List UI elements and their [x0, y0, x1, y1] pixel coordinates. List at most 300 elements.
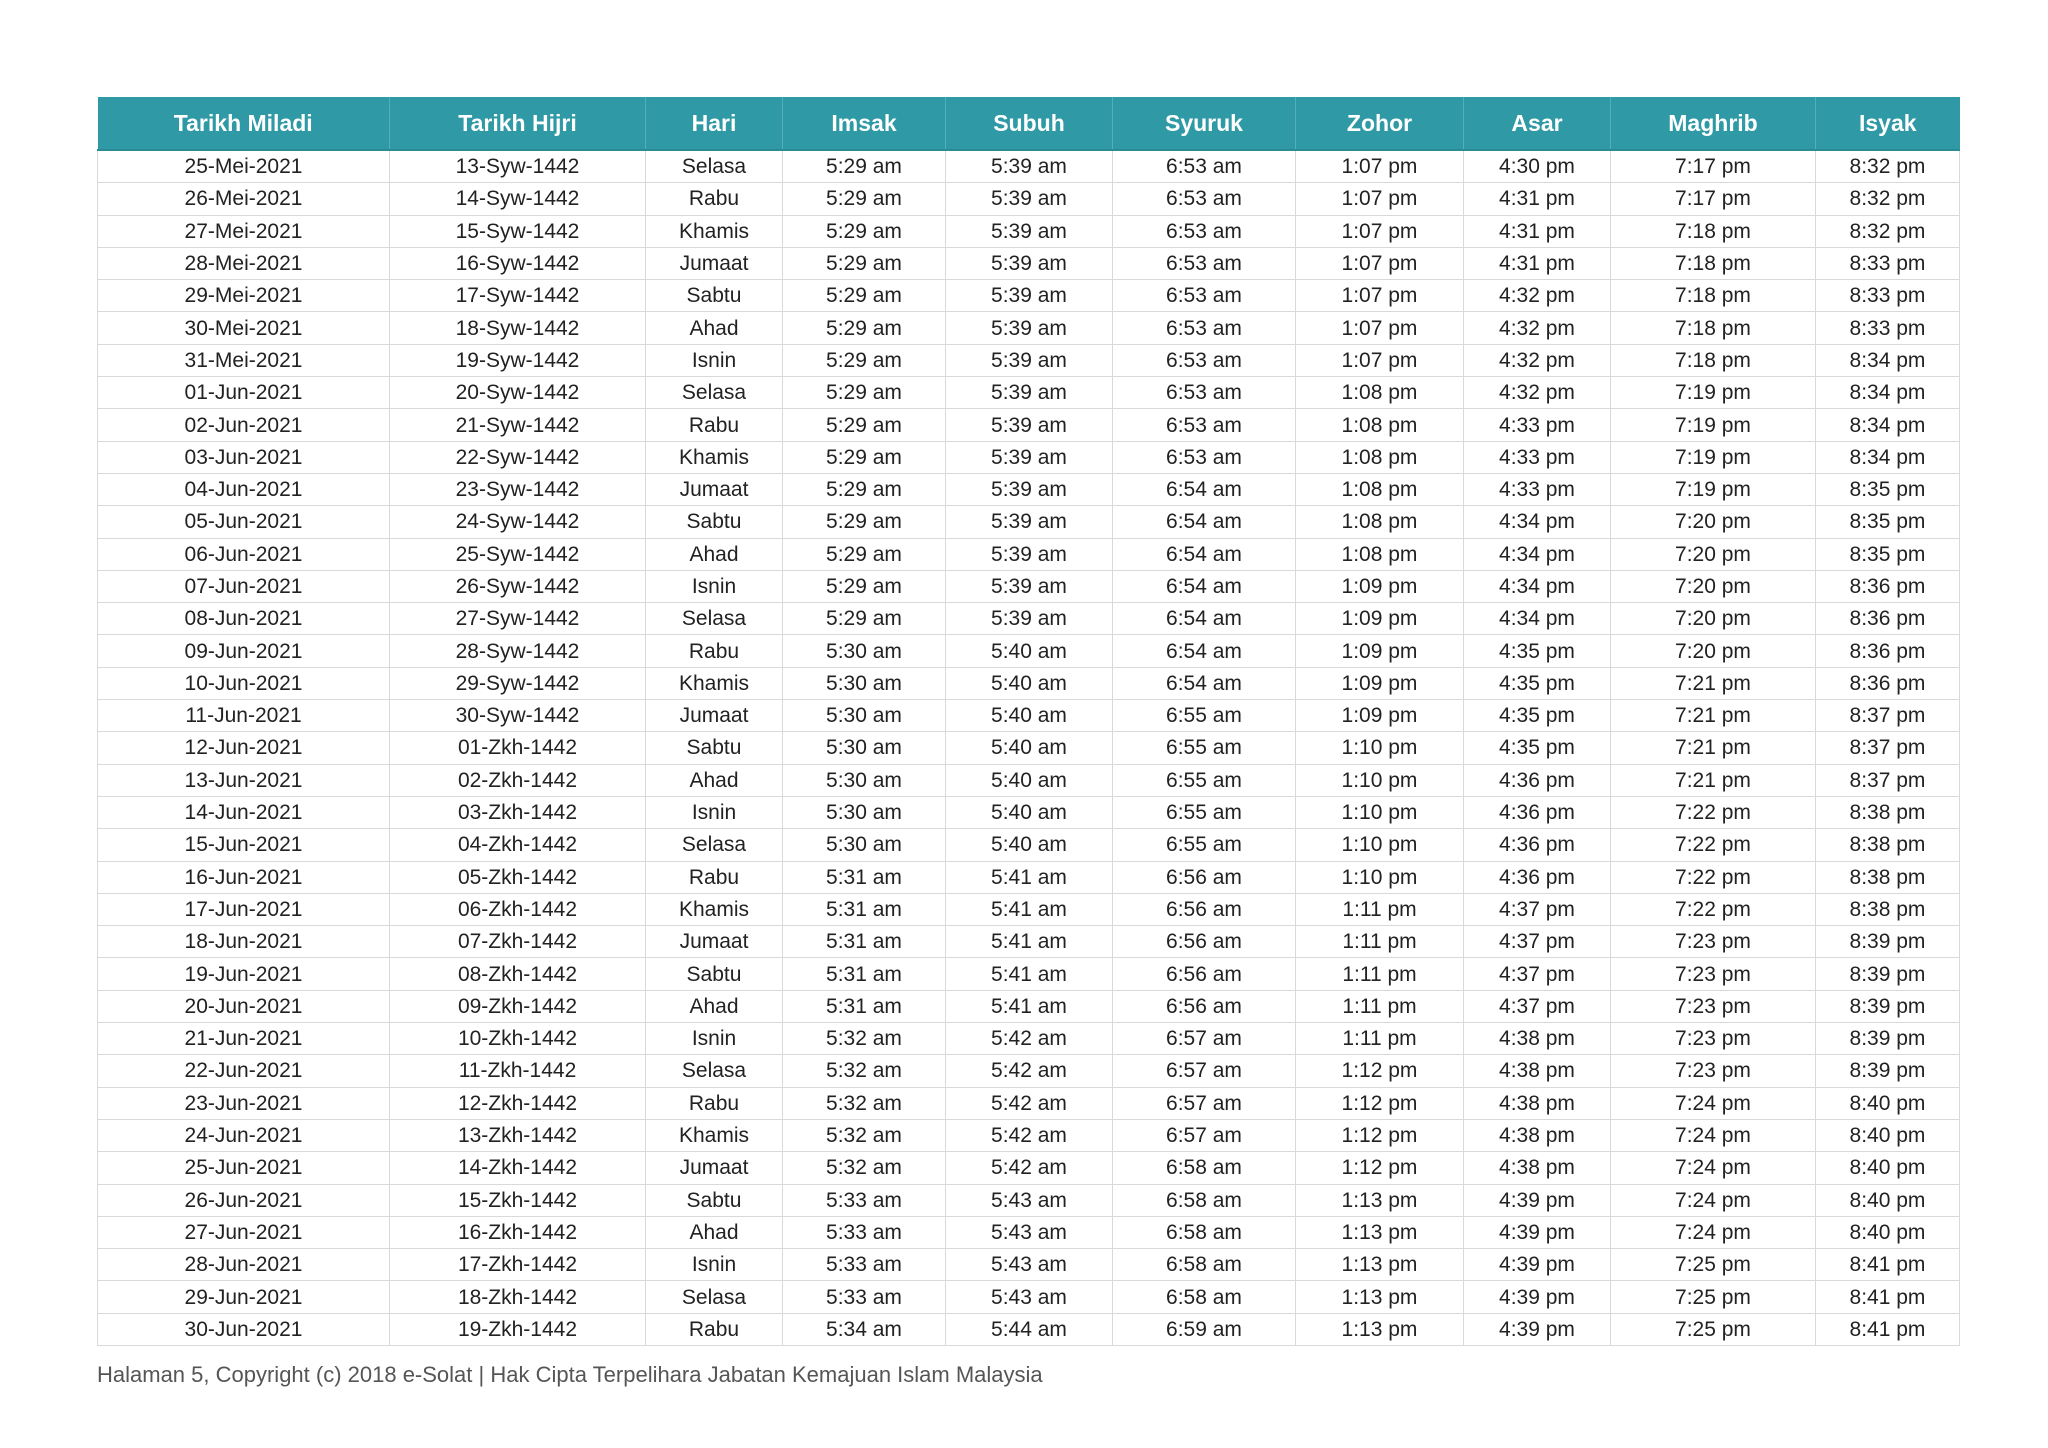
table-row — [98, 796, 1960, 828]
cell-maghrib: 7:21 pm — [1611, 667, 1816, 699]
cell-maghrib: 7:19 pm — [1611, 409, 1816, 441]
cell-maghrib: 7:24 pm — [1611, 1184, 1816, 1216]
cell-syuruk: 6:54 am — [1113, 570, 1296, 602]
cell-syuruk: 6:53 am — [1113, 344, 1296, 376]
cell-maghrib: 7:25 pm — [1611, 1313, 1816, 1345]
cell-zohor: 1:09 pm — [1296, 635, 1464, 667]
cell-isyak: 8:34 pm — [1816, 409, 1960, 441]
table-header — [98, 97, 1960, 150]
cell-isyak: 8:35 pm — [1816, 473, 1960, 505]
cell-imsak: 5:30 am — [783, 700, 946, 732]
cell-tarikh-hijri: 28-Syw-1442 — [390, 635, 646, 667]
cell-tarikh-hijri: 01-Zkh-1442 — [390, 732, 646, 764]
cell-tarikh-hijri: 24-Syw-1442 — [390, 506, 646, 538]
cell-asar: 4:39 pm — [1464, 1184, 1611, 1216]
table-row — [98, 990, 1960, 1022]
cell-maghrib: 7:17 pm — [1611, 183, 1816, 215]
cell-tarikh-hijri: 05-Zkh-1442 — [390, 861, 646, 893]
cell-syuruk: 6:57 am — [1113, 1023, 1296, 1055]
table-row — [98, 1216, 1960, 1248]
cell-isyak: 8:40 pm — [1816, 1119, 1960, 1151]
cell-tarikh-hijri: 12-Zkh-1442 — [390, 1087, 646, 1119]
cell-hari: Khamis — [646, 215, 783, 247]
cell-maghrib: 7:18 pm — [1611, 312, 1816, 344]
schedule-page — [97, 97, 1959, 1346]
cell-imsak: 5:29 am — [783, 570, 946, 602]
cell-tarikh-miladi: 27-Mei-2021 — [98, 215, 390, 247]
cell-tarikh-hijri: 14-Zkh-1442 — [390, 1152, 646, 1184]
cell-syuruk: 6:56 am — [1113, 958, 1296, 990]
cell-tarikh-miladi: 18-Jun-2021 — [98, 926, 390, 958]
cell-isyak: 8:34 pm — [1816, 441, 1960, 473]
cell-hari: Selasa — [646, 603, 783, 635]
cell-hari: Sabtu — [646, 506, 783, 538]
cell-tarikh-miladi: 02-Jun-2021 — [98, 409, 390, 441]
header-row — [98, 97, 1960, 150]
cell-tarikh-hijri: 17-Zkh-1442 — [390, 1249, 646, 1281]
cell-subuh: 5:40 am — [946, 764, 1113, 796]
cell-tarikh-hijri: 16-Syw-1442 — [390, 247, 646, 279]
cell-isyak: 8:40 pm — [1816, 1152, 1960, 1184]
cell-hari: Rabu — [646, 861, 783, 893]
cell-maghrib: 7:18 pm — [1611, 280, 1816, 312]
cell-zohor: 1:09 pm — [1296, 570, 1464, 602]
column-header-isyak: Isyak — [1816, 97, 1960, 150]
cell-asar: 4:36 pm — [1464, 861, 1611, 893]
cell-syuruk: 6:53 am — [1113, 247, 1296, 279]
cell-asar: 4:36 pm — [1464, 796, 1611, 828]
cell-asar: 4:36 pm — [1464, 829, 1611, 861]
cell-asar: 4:35 pm — [1464, 732, 1611, 764]
cell-maghrib: 7:25 pm — [1611, 1281, 1816, 1313]
table-row — [98, 1184, 1960, 1216]
table-row — [98, 1313, 1960, 1345]
cell-zohor: 1:11 pm — [1296, 990, 1464, 1022]
cell-maghrib: 7:20 pm — [1611, 635, 1816, 667]
cell-hari: Rabu — [646, 409, 783, 441]
cell-maghrib: 7:18 pm — [1611, 344, 1816, 376]
cell-hari: Isnin — [646, 570, 783, 602]
cell-maghrib: 7:22 pm — [1611, 861, 1816, 893]
cell-imsak: 5:29 am — [783, 344, 946, 376]
column-header-tarikh-miladi: Tarikh Miladi — [98, 97, 390, 150]
cell-subuh: 5:41 am — [946, 990, 1113, 1022]
cell-subuh: 5:43 am — [946, 1216, 1113, 1248]
cell-asar: 4:35 pm — [1464, 667, 1611, 699]
cell-imsak: 5:30 am — [783, 764, 946, 796]
table-row — [98, 1152, 1960, 1184]
cell-imsak: 5:33 am — [783, 1216, 946, 1248]
cell-syuruk: 6:53 am — [1113, 409, 1296, 441]
cell-hari: Isnin — [646, 1249, 783, 1281]
cell-asar: 4:35 pm — [1464, 700, 1611, 732]
cell-tarikh-miladi: 30-Jun-2021 — [98, 1313, 390, 1345]
cell-asar: 4:32 pm — [1464, 312, 1611, 344]
cell-syuruk: 6:56 am — [1113, 861, 1296, 893]
cell-asar: 4:32 pm — [1464, 280, 1611, 312]
cell-syuruk: 6:57 am — [1113, 1055, 1296, 1087]
cell-asar: 4:31 pm — [1464, 215, 1611, 247]
cell-zohor: 1:08 pm — [1296, 473, 1464, 505]
cell-subuh: 5:39 am — [946, 603, 1113, 635]
cell-zohor: 1:11 pm — [1296, 958, 1464, 990]
cell-zohor: 1:10 pm — [1296, 829, 1464, 861]
cell-tarikh-hijri: 19-Zkh-1442 — [390, 1313, 646, 1345]
cell-subuh: 5:41 am — [946, 893, 1113, 925]
cell-hari: Sabtu — [646, 732, 783, 764]
cell-asar: 4:37 pm — [1464, 990, 1611, 1022]
cell-imsak: 5:31 am — [783, 990, 946, 1022]
cell-maghrib: 7:22 pm — [1611, 829, 1816, 861]
cell-maghrib: 7:24 pm — [1611, 1119, 1816, 1151]
column-header-asar: Asar — [1464, 97, 1611, 150]
cell-isyak: 8:33 pm — [1816, 280, 1960, 312]
cell-tarikh-miladi: 07-Jun-2021 — [98, 570, 390, 602]
cell-tarikh-miladi: 06-Jun-2021 — [98, 538, 390, 570]
cell-tarikh-hijri: 03-Zkh-1442 — [390, 796, 646, 828]
cell-asar: 4:36 pm — [1464, 764, 1611, 796]
table-row — [98, 603, 1960, 635]
cell-isyak: 8:32 pm — [1816, 215, 1960, 247]
cell-tarikh-miladi: 15-Jun-2021 — [98, 829, 390, 861]
table-row — [98, 1055, 1960, 1087]
table-row — [98, 280, 1960, 312]
cell-imsak: 5:30 am — [783, 732, 946, 764]
table-row — [98, 893, 1960, 925]
cell-maghrib: 7:20 pm — [1611, 538, 1816, 570]
cell-subuh: 5:39 am — [946, 183, 1113, 215]
page-footer: Halaman 5, Copyright (c) 2018 e-Solat | Hak Cipta Terpelihara Jabatan Kemajuan Islam Malaysia — [97, 1362, 1043, 1387]
cell-zohor: 1:07 pm — [1296, 215, 1464, 247]
cell-asar: 4:39 pm — [1464, 1216, 1611, 1248]
cell-maghrib: 7:19 pm — [1611, 441, 1816, 473]
table-body — [98, 150, 1960, 1345]
table-row — [98, 1249, 1960, 1281]
cell-hari: Khamis — [646, 441, 783, 473]
cell-zohor: 1:07 pm — [1296, 312, 1464, 344]
cell-isyak: 8:36 pm — [1816, 635, 1960, 667]
cell-subuh: 5:40 am — [946, 635, 1113, 667]
cell-subuh: 5:39 am — [946, 377, 1113, 409]
cell-imsak: 5:29 am — [783, 506, 946, 538]
cell-subuh: 5:39 am — [946, 312, 1113, 344]
cell-tarikh-miladi: 16-Jun-2021 — [98, 861, 390, 893]
cell-tarikh-miladi: 21-Jun-2021 — [98, 1023, 390, 1055]
cell-hari: Isnin — [646, 344, 783, 376]
cell-imsak: 5:29 am — [783, 377, 946, 409]
cell-hari: Selasa — [646, 377, 783, 409]
cell-tarikh-hijri: 17-Syw-1442 — [390, 280, 646, 312]
cell-subuh: 5:40 am — [946, 732, 1113, 764]
cell-tarikh-miladi: 28-Jun-2021 — [98, 1249, 390, 1281]
table-row — [98, 473, 1960, 505]
cell-tarikh-miladi: 22-Jun-2021 — [98, 1055, 390, 1087]
cell-imsak: 5:29 am — [783, 409, 946, 441]
cell-syuruk: 6:55 am — [1113, 732, 1296, 764]
cell-isyak: 8:35 pm — [1816, 506, 1960, 538]
table-row — [98, 829, 1960, 861]
cell-tarikh-miladi: 26-Mei-2021 — [98, 183, 390, 215]
cell-tarikh-miladi: 10-Jun-2021 — [98, 667, 390, 699]
table-row — [98, 635, 1960, 667]
table-row — [98, 700, 1960, 732]
cell-imsak: 5:33 am — [783, 1281, 946, 1313]
cell-subuh: 5:41 am — [946, 861, 1113, 893]
cell-maghrib: 7:23 pm — [1611, 926, 1816, 958]
cell-hari: Jumaat — [646, 700, 783, 732]
table-row — [98, 926, 1960, 958]
cell-tarikh-miladi: 04-Jun-2021 — [98, 473, 390, 505]
cell-subuh: 5:39 am — [946, 506, 1113, 538]
cell-imsak: 5:32 am — [783, 1119, 946, 1151]
cell-zohor: 1:13 pm — [1296, 1216, 1464, 1248]
cell-syuruk: 6:55 am — [1113, 829, 1296, 861]
cell-tarikh-miladi: 20-Jun-2021 — [98, 990, 390, 1022]
cell-imsak: 5:32 am — [783, 1055, 946, 1087]
cell-syuruk: 6:55 am — [1113, 796, 1296, 828]
cell-syuruk: 6:53 am — [1113, 377, 1296, 409]
cell-subuh: 5:43 am — [946, 1184, 1113, 1216]
cell-tarikh-miladi: 08-Jun-2021 — [98, 603, 390, 635]
cell-hari: Rabu — [646, 1313, 783, 1345]
cell-tarikh-miladi: 13-Jun-2021 — [98, 764, 390, 796]
table-row — [98, 247, 1960, 279]
cell-hari: Ahad — [646, 312, 783, 344]
cell-hari: Selasa — [646, 829, 783, 861]
cell-subuh: 5:40 am — [946, 796, 1113, 828]
cell-isyak: 8:32 pm — [1816, 150, 1960, 183]
cell-syuruk: 6:54 am — [1113, 506, 1296, 538]
cell-tarikh-miladi: 24-Jun-2021 — [98, 1119, 390, 1151]
cell-imsak: 5:33 am — [783, 1184, 946, 1216]
cell-hari: Sabtu — [646, 958, 783, 990]
cell-subuh: 5:39 am — [946, 150, 1113, 183]
cell-zohor: 1:12 pm — [1296, 1055, 1464, 1087]
cell-isyak: 8:41 pm — [1816, 1313, 1960, 1345]
cell-tarikh-hijri: 11-Zkh-1442 — [390, 1055, 646, 1087]
cell-isyak: 8:38 pm — [1816, 796, 1960, 828]
cell-maghrib: 7:24 pm — [1611, 1152, 1816, 1184]
cell-syuruk: 6:54 am — [1113, 473, 1296, 505]
cell-maghrib: 7:23 pm — [1611, 1055, 1816, 1087]
cell-asar: 4:34 pm — [1464, 506, 1611, 538]
cell-isyak: 8:40 pm — [1816, 1216, 1960, 1248]
cell-tarikh-hijri: 10-Zkh-1442 — [390, 1023, 646, 1055]
cell-asar: 4:38 pm — [1464, 1087, 1611, 1119]
column-header-hari: Hari — [646, 97, 783, 150]
cell-imsak: 5:31 am — [783, 926, 946, 958]
cell-isyak: 8:39 pm — [1816, 1023, 1960, 1055]
cell-tarikh-miladi: 17-Jun-2021 — [98, 893, 390, 925]
cell-isyak: 8:38 pm — [1816, 829, 1960, 861]
cell-syuruk: 6:54 am — [1113, 538, 1296, 570]
cell-subuh: 5:42 am — [946, 1055, 1113, 1087]
cell-zohor: 1:13 pm — [1296, 1313, 1464, 1345]
cell-isyak: 8:32 pm — [1816, 183, 1960, 215]
cell-syuruk: 6:56 am — [1113, 893, 1296, 925]
cell-maghrib: 7:23 pm — [1611, 1023, 1816, 1055]
cell-tarikh-miladi: 29-Jun-2021 — [98, 1281, 390, 1313]
cell-subuh: 5:41 am — [946, 958, 1113, 990]
cell-hari: Rabu — [646, 635, 783, 667]
cell-hari: Jumaat — [646, 247, 783, 279]
cell-imsak: 5:33 am — [783, 1249, 946, 1281]
cell-zohor: 1:13 pm — [1296, 1281, 1464, 1313]
cell-zohor: 1:07 pm — [1296, 150, 1464, 183]
cell-hari: Rabu — [646, 183, 783, 215]
cell-subuh: 5:41 am — [946, 926, 1113, 958]
cell-imsak: 5:30 am — [783, 667, 946, 699]
cell-imsak: 5:29 am — [783, 150, 946, 183]
cell-hari: Jumaat — [646, 926, 783, 958]
cell-maghrib: 7:18 pm — [1611, 247, 1816, 279]
cell-tarikh-hijri: 25-Syw-1442 — [390, 538, 646, 570]
cell-hari: Khamis — [646, 667, 783, 699]
cell-tarikh-hijri: 15-Syw-1442 — [390, 215, 646, 247]
cell-tarikh-hijri: 04-Zkh-1442 — [390, 829, 646, 861]
cell-asar: 4:38 pm — [1464, 1023, 1611, 1055]
table-row — [98, 1119, 1960, 1151]
cell-tarikh-miladi: 11-Jun-2021 — [98, 700, 390, 732]
table-row — [98, 377, 1960, 409]
cell-asar: 4:32 pm — [1464, 377, 1611, 409]
cell-imsak: 5:29 am — [783, 280, 946, 312]
cell-syuruk: 6:58 am — [1113, 1281, 1296, 1313]
table-row — [98, 312, 1960, 344]
cell-maghrib: 7:19 pm — [1611, 377, 1816, 409]
cell-zohor: 1:08 pm — [1296, 377, 1464, 409]
table-row — [98, 1281, 1960, 1313]
cell-imsak: 5:29 am — [783, 538, 946, 570]
cell-maghrib: 7:20 pm — [1611, 506, 1816, 538]
cell-isyak: 8:38 pm — [1816, 893, 1960, 925]
cell-tarikh-hijri: 13-Syw-1442 — [390, 150, 646, 183]
cell-maghrib: 7:22 pm — [1611, 893, 1816, 925]
cell-asar: 4:38 pm — [1464, 1152, 1611, 1184]
cell-isyak: 8:40 pm — [1816, 1184, 1960, 1216]
cell-syuruk: 6:55 am — [1113, 700, 1296, 732]
cell-isyak: 8:34 pm — [1816, 377, 1960, 409]
cell-hari: Selasa — [646, 1281, 783, 1313]
cell-tarikh-hijri: 14-Syw-1442 — [390, 183, 646, 215]
cell-imsak: 5:29 am — [783, 183, 946, 215]
cell-subuh: 5:40 am — [946, 700, 1113, 732]
cell-imsak: 5:32 am — [783, 1023, 946, 1055]
cell-tarikh-hijri: 02-Zkh-1442 — [390, 764, 646, 796]
cell-tarikh-miladi: 14-Jun-2021 — [98, 796, 390, 828]
cell-asar: 4:31 pm — [1464, 247, 1611, 279]
cell-maghrib: 7:20 pm — [1611, 570, 1816, 602]
prayer-times-table — [97, 97, 1960, 1346]
column-header-syuruk: Syuruk — [1113, 97, 1296, 150]
cell-subuh: 5:40 am — [946, 829, 1113, 861]
cell-hari: Rabu — [646, 1087, 783, 1119]
cell-tarikh-hijri: 26-Syw-1442 — [390, 570, 646, 602]
cell-zohor: 1:12 pm — [1296, 1119, 1464, 1151]
table-row — [98, 215, 1960, 247]
cell-subuh: 5:39 am — [946, 538, 1113, 570]
cell-zohor: 1:07 pm — [1296, 247, 1464, 279]
cell-imsak: 5:30 am — [783, 796, 946, 828]
column-header-maghrib: Maghrib — [1611, 97, 1816, 150]
cell-syuruk: 6:59 am — [1113, 1313, 1296, 1345]
cell-zohor: 1:08 pm — [1296, 441, 1464, 473]
cell-tarikh-miladi: 25-Jun-2021 — [98, 1152, 390, 1184]
cell-zohor: 1:12 pm — [1296, 1087, 1464, 1119]
cell-tarikh-hijri: 09-Zkh-1442 — [390, 990, 646, 1022]
cell-hari: Jumaat — [646, 473, 783, 505]
cell-syuruk: 6:53 am — [1113, 215, 1296, 247]
cell-imsak: 5:29 am — [783, 603, 946, 635]
cell-zohor: 1:12 pm — [1296, 1152, 1464, 1184]
cell-isyak: 8:36 pm — [1816, 667, 1960, 699]
cell-zohor: 1:08 pm — [1296, 409, 1464, 441]
cell-asar: 4:39 pm — [1464, 1249, 1611, 1281]
cell-syuruk: 6:53 am — [1113, 183, 1296, 215]
cell-tarikh-miladi: 12-Jun-2021 — [98, 732, 390, 764]
cell-subuh: 5:39 am — [946, 280, 1113, 312]
cell-tarikh-hijri: 08-Zkh-1442 — [390, 958, 646, 990]
cell-subuh: 5:39 am — [946, 441, 1113, 473]
cell-maghrib: 7:21 pm — [1611, 700, 1816, 732]
cell-subuh: 5:39 am — [946, 344, 1113, 376]
cell-asar: 4:33 pm — [1464, 409, 1611, 441]
cell-tarikh-hijri: 23-Syw-1442 — [390, 473, 646, 505]
cell-asar: 4:37 pm — [1464, 958, 1611, 990]
cell-hari: Isnin — [646, 1023, 783, 1055]
cell-imsak: 5:29 am — [783, 441, 946, 473]
cell-zohor: 1:09 pm — [1296, 667, 1464, 699]
cell-isyak: 8:34 pm — [1816, 344, 1960, 376]
cell-syuruk: 6:58 am — [1113, 1152, 1296, 1184]
cell-tarikh-hijri: 27-Syw-1442 — [390, 603, 646, 635]
cell-tarikh-hijri: 18-Syw-1442 — [390, 312, 646, 344]
cell-tarikh-hijri: 20-Syw-1442 — [390, 377, 646, 409]
cell-asar: 4:39 pm — [1464, 1313, 1611, 1345]
cell-tarikh-miladi: 01-Jun-2021 — [98, 377, 390, 409]
cell-hari: Selasa — [646, 150, 783, 183]
cell-tarikh-hijri: 06-Zkh-1442 — [390, 893, 646, 925]
cell-tarikh-miladi: 30-Mei-2021 — [98, 312, 390, 344]
cell-subuh: 5:39 am — [946, 409, 1113, 441]
column-header-imsak: Imsak — [783, 97, 946, 150]
cell-tarikh-miladi: 03-Jun-2021 — [98, 441, 390, 473]
table-row — [98, 506, 1960, 538]
cell-maghrib: 7:18 pm — [1611, 215, 1816, 247]
cell-asar: 4:31 pm — [1464, 183, 1611, 215]
cell-tarikh-miladi: 23-Jun-2021 — [98, 1087, 390, 1119]
cell-imsak: 5:31 am — [783, 958, 946, 990]
cell-syuruk: 6:58 am — [1113, 1216, 1296, 1248]
cell-maghrib: 7:20 pm — [1611, 603, 1816, 635]
cell-tarikh-hijri: 21-Syw-1442 — [390, 409, 646, 441]
cell-asar: 4:30 pm — [1464, 150, 1611, 183]
cell-zohor: 1:08 pm — [1296, 538, 1464, 570]
cell-zohor: 1:07 pm — [1296, 344, 1464, 376]
cell-syuruk: 6:58 am — [1113, 1249, 1296, 1281]
cell-maghrib: 7:19 pm — [1611, 473, 1816, 505]
cell-hari: Ahad — [646, 1216, 783, 1248]
cell-syuruk: 6:53 am — [1113, 150, 1296, 183]
cell-isyak: 8:41 pm — [1816, 1281, 1960, 1313]
cell-zohor: 1:07 pm — [1296, 183, 1464, 215]
table-row — [98, 150, 1960, 183]
cell-tarikh-miladi: 19-Jun-2021 — [98, 958, 390, 990]
cell-syuruk: 6:55 am — [1113, 764, 1296, 796]
cell-imsak: 5:29 am — [783, 215, 946, 247]
cell-tarikh-hijri: 16-Zkh-1442 — [390, 1216, 646, 1248]
cell-isyak: 8:41 pm — [1816, 1249, 1960, 1281]
